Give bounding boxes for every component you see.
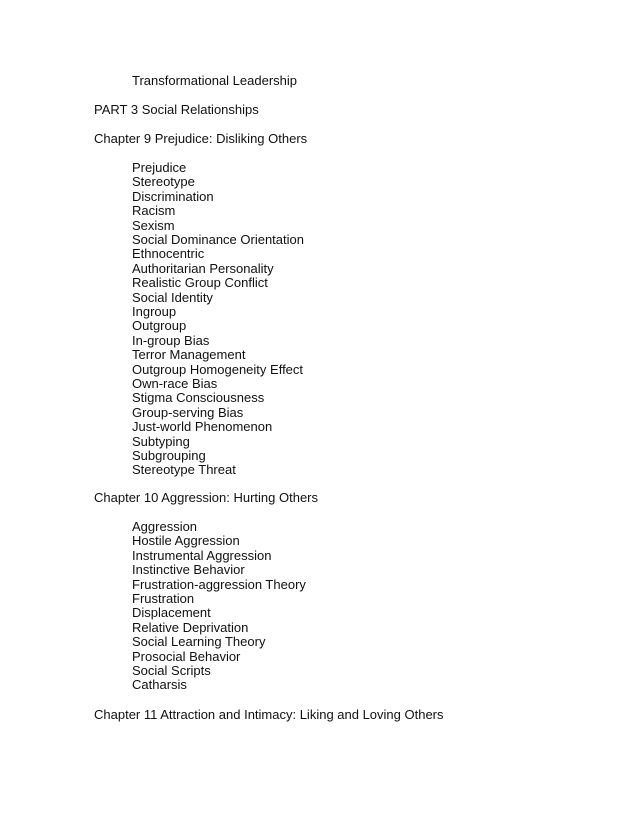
term-list-item: Stereotype Threat	[132, 462, 236, 478]
term-list-item: Sexism	[132, 217, 175, 233]
term-list-item: Prejudice	[132, 160, 187, 175]
term-list-item: Catharsis	[132, 677, 187, 693]
term-list-item: Racism	[132, 203, 176, 219]
term-list-item: Subtyping	[132, 433, 190, 449]
term-list-item: Discrimination	[132, 188, 214, 204]
term-transformational-leadership: Transformational Leadership	[132, 73, 297, 88]
term-list-item: Instrumental Aggression	[132, 547, 272, 563]
term-list-item: Frustration	[132, 591, 195, 606]
term-list-item: Stereotype	[132, 174, 195, 190]
term-list-item: Displacement	[132, 605, 211, 621]
term-list-item: Relative Deprivation	[132, 619, 249, 635]
term-list-item: Terror Management	[132, 347, 246, 363]
term-list-item: Just-world Phenomenon	[132, 419, 273, 435]
term-list-item: Group-serving Bias	[132, 404, 244, 420]
term-list-item: Social Identity	[132, 289, 213, 305]
part-heading: PART 3 Social Relationships	[94, 102, 259, 117]
term-list-item: Frustration-aggression Theory	[132, 576, 306, 592]
term-list-item: Ingroup	[132, 304, 177, 319]
chapter-heading-10: Chapter 10 Aggression: Hurting Others	[94, 490, 319, 505]
term-list-item: Social Learning Theory	[132, 634, 266, 650]
term-list-item: Social Scripts	[132, 663, 211, 678]
term-list-item: Aggression	[132, 519, 198, 534]
term-list-item: Outgroup	[132, 318, 187, 334]
chapter-heading-11: Chapter 11 Attraction and Intimacy: Liking and Loving Others	[94, 707, 444, 722]
term-list-item: Realistic Group Conflict	[132, 275, 268, 291]
term-list-item: Hostile Aggression	[132, 533, 240, 549]
term-list-item: Instinctive Behavior	[132, 562, 245, 578]
term-list-item: Subgrouping	[132, 448, 206, 463]
term-list-item: Ethnocentric	[132, 246, 205, 262]
term-list-item: In-group Bias	[132, 332, 210, 348]
term-list-item: Authoritarian Personality	[132, 260, 274, 276]
term-list-item: Prosocial Behavior	[132, 648, 241, 664]
term-list-item: Social Dominance Orientation	[132, 232, 304, 247]
term-list-item: Own-race Bias	[132, 376, 218, 391]
chapter-heading-9: Chapter 9 Prejudice: Disliking Others	[94, 131, 308, 146]
term-list-item: Stigma Consciousness	[132, 390, 265, 406]
term-list-item: Outgroup Homogeneity Effect	[132, 361, 304, 377]
